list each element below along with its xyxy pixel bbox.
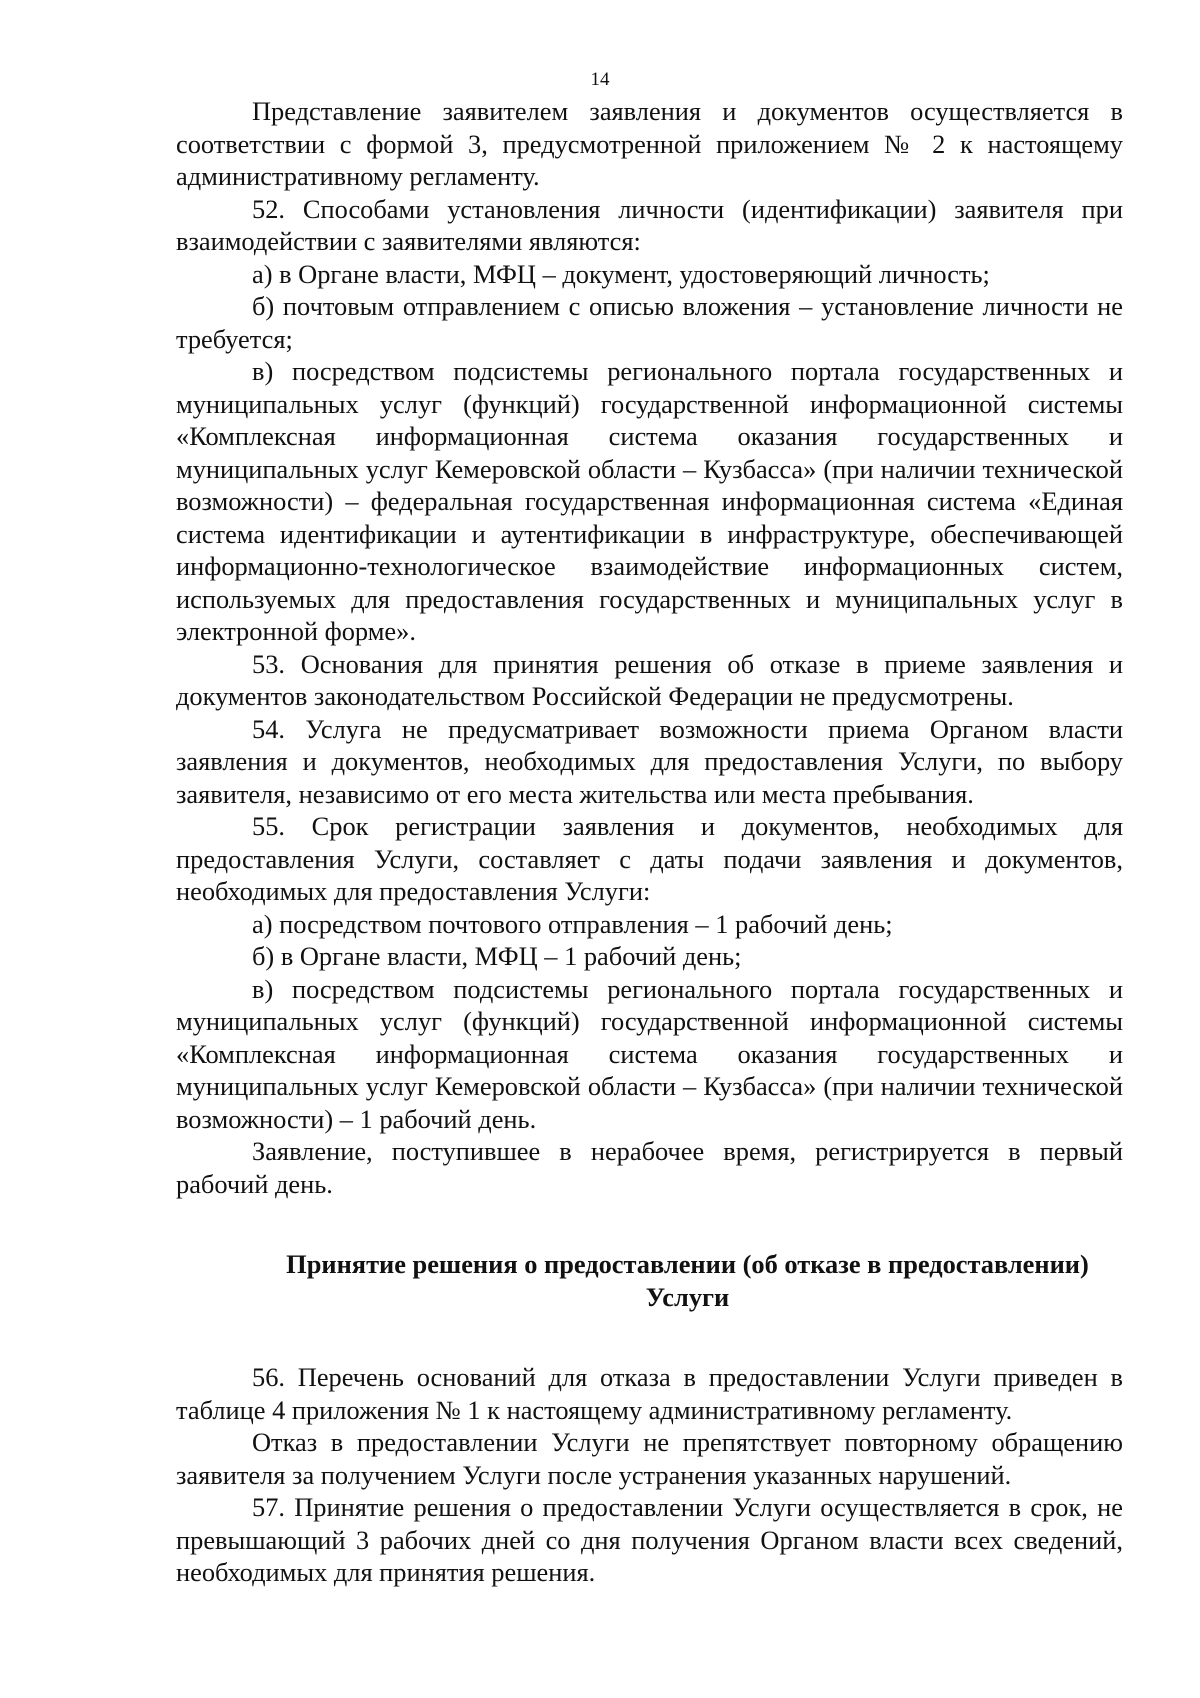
- paragraph-55: 55. Срок регистрации заявления и документов, необходимых для предоставления Услуги, составляет с даты подачи заявления и документов, необходимых для предоставления Услуги:: [176, 811, 1123, 906]
- paragraph-55-b: б) в Органе власти, МФЦ – 1 рабочий день;: [252, 941, 742, 971]
- paragraph-52-a: а) в Органе власти, МФЦ – документ, удостоверяющий личность;: [252, 258, 990, 289]
- paragraph-54: 54. Услуга не предусматривает возможности приема Органом власти заявления и документов, необходимых для предоставления Услуги, по выбору заявителя, независимо от его места жительства или места пребывания.: [176, 713, 1123, 809]
- paragraph-55-v: в) посредством подсистемы регионального портала государственных и муниципальных услуг (функций) государственной информационной системы «Комплексная информационная система оказания государственных и муниципальных услуг Кемеровской области – Кузбасса» (при наличии технической возможности) – 1 рабочий день.: [176, 973, 1123, 1134]
- paragraph-form-3: Представление заявителем заявления и документов осуществляется в соответствии с формой 3, предусмотренной приложением № 2 к настоящему административному регламенту.: [176, 96, 1123, 191]
- paragraph-55-a: а) посредством почтового отправления – 1 рабочий день;: [252, 908, 893, 939]
- paragraph-57: 57. Принятие решения о предоставлении Услуги осуществляется в срок, не превышающий 3 рабочих дней со дня получения Органом власти всех сведений, необходимых для принятия решения.: [176, 1492, 1123, 1587]
- paragraph-56: 56. Перечень оснований для отказа в предоставлении Услуги приведен в таблице 4 приложения № 1 к настоящему административному регламенту.: [176, 1362, 1123, 1425]
- paragraph-non-working-time: Заявление, поступившее в нерабочее время, регистрируется в первый рабочий день.: [176, 1136, 1123, 1199]
- paragraph-52: 52. Способами установления личности (идентификации) заявителя при взаимодействии с заявителями являются:: [176, 193, 1123, 256]
- section-heading-line-1: Принятие решения о предоставлении (об отказе в предоставлении): [286, 1249, 1089, 1279]
- paragraph-53: 53. Основания для принятия решения об отказе в приеме заявления и документов законодательством Российской Федерации не предусмотрены.: [176, 648, 1123, 711]
- page-number: 14: [590, 69, 610, 90]
- document-body: [176, 95, 1123, 1589]
- paragraph-52-v: в) посредством подсистемы регионального портала государственных и муниципальных услуг (функций) государственной информационной системы «Комплексная информационная система оказания государственных и муниципальных услуг Кемеровской области – Кузбасса» (при наличии технической возможности) – федеральная государственная информационная система «Единая система идентификации и аутентификации в инфраструктуре, обеспечивающей информационно-технологическое взаимодействие информационных систем, используемых для предоставления государственных и муниципальных услуг в электронной форме».: [176, 356, 1123, 646]
- paragraph-refusal: Отказ в предоставлении Услуги не препятствует повторному обращению заявителя за получением Услуги после устранения указанных нарушений.: [176, 1427, 1123, 1490]
- section-heading: [176, 1248, 1123, 1313]
- section-heading-line-2: Услуги: [645, 1281, 730, 1312]
- paragraph-52-b: б) почтовым отправлением с описью вложения – установление личности не требуется;: [176, 291, 1123, 354]
